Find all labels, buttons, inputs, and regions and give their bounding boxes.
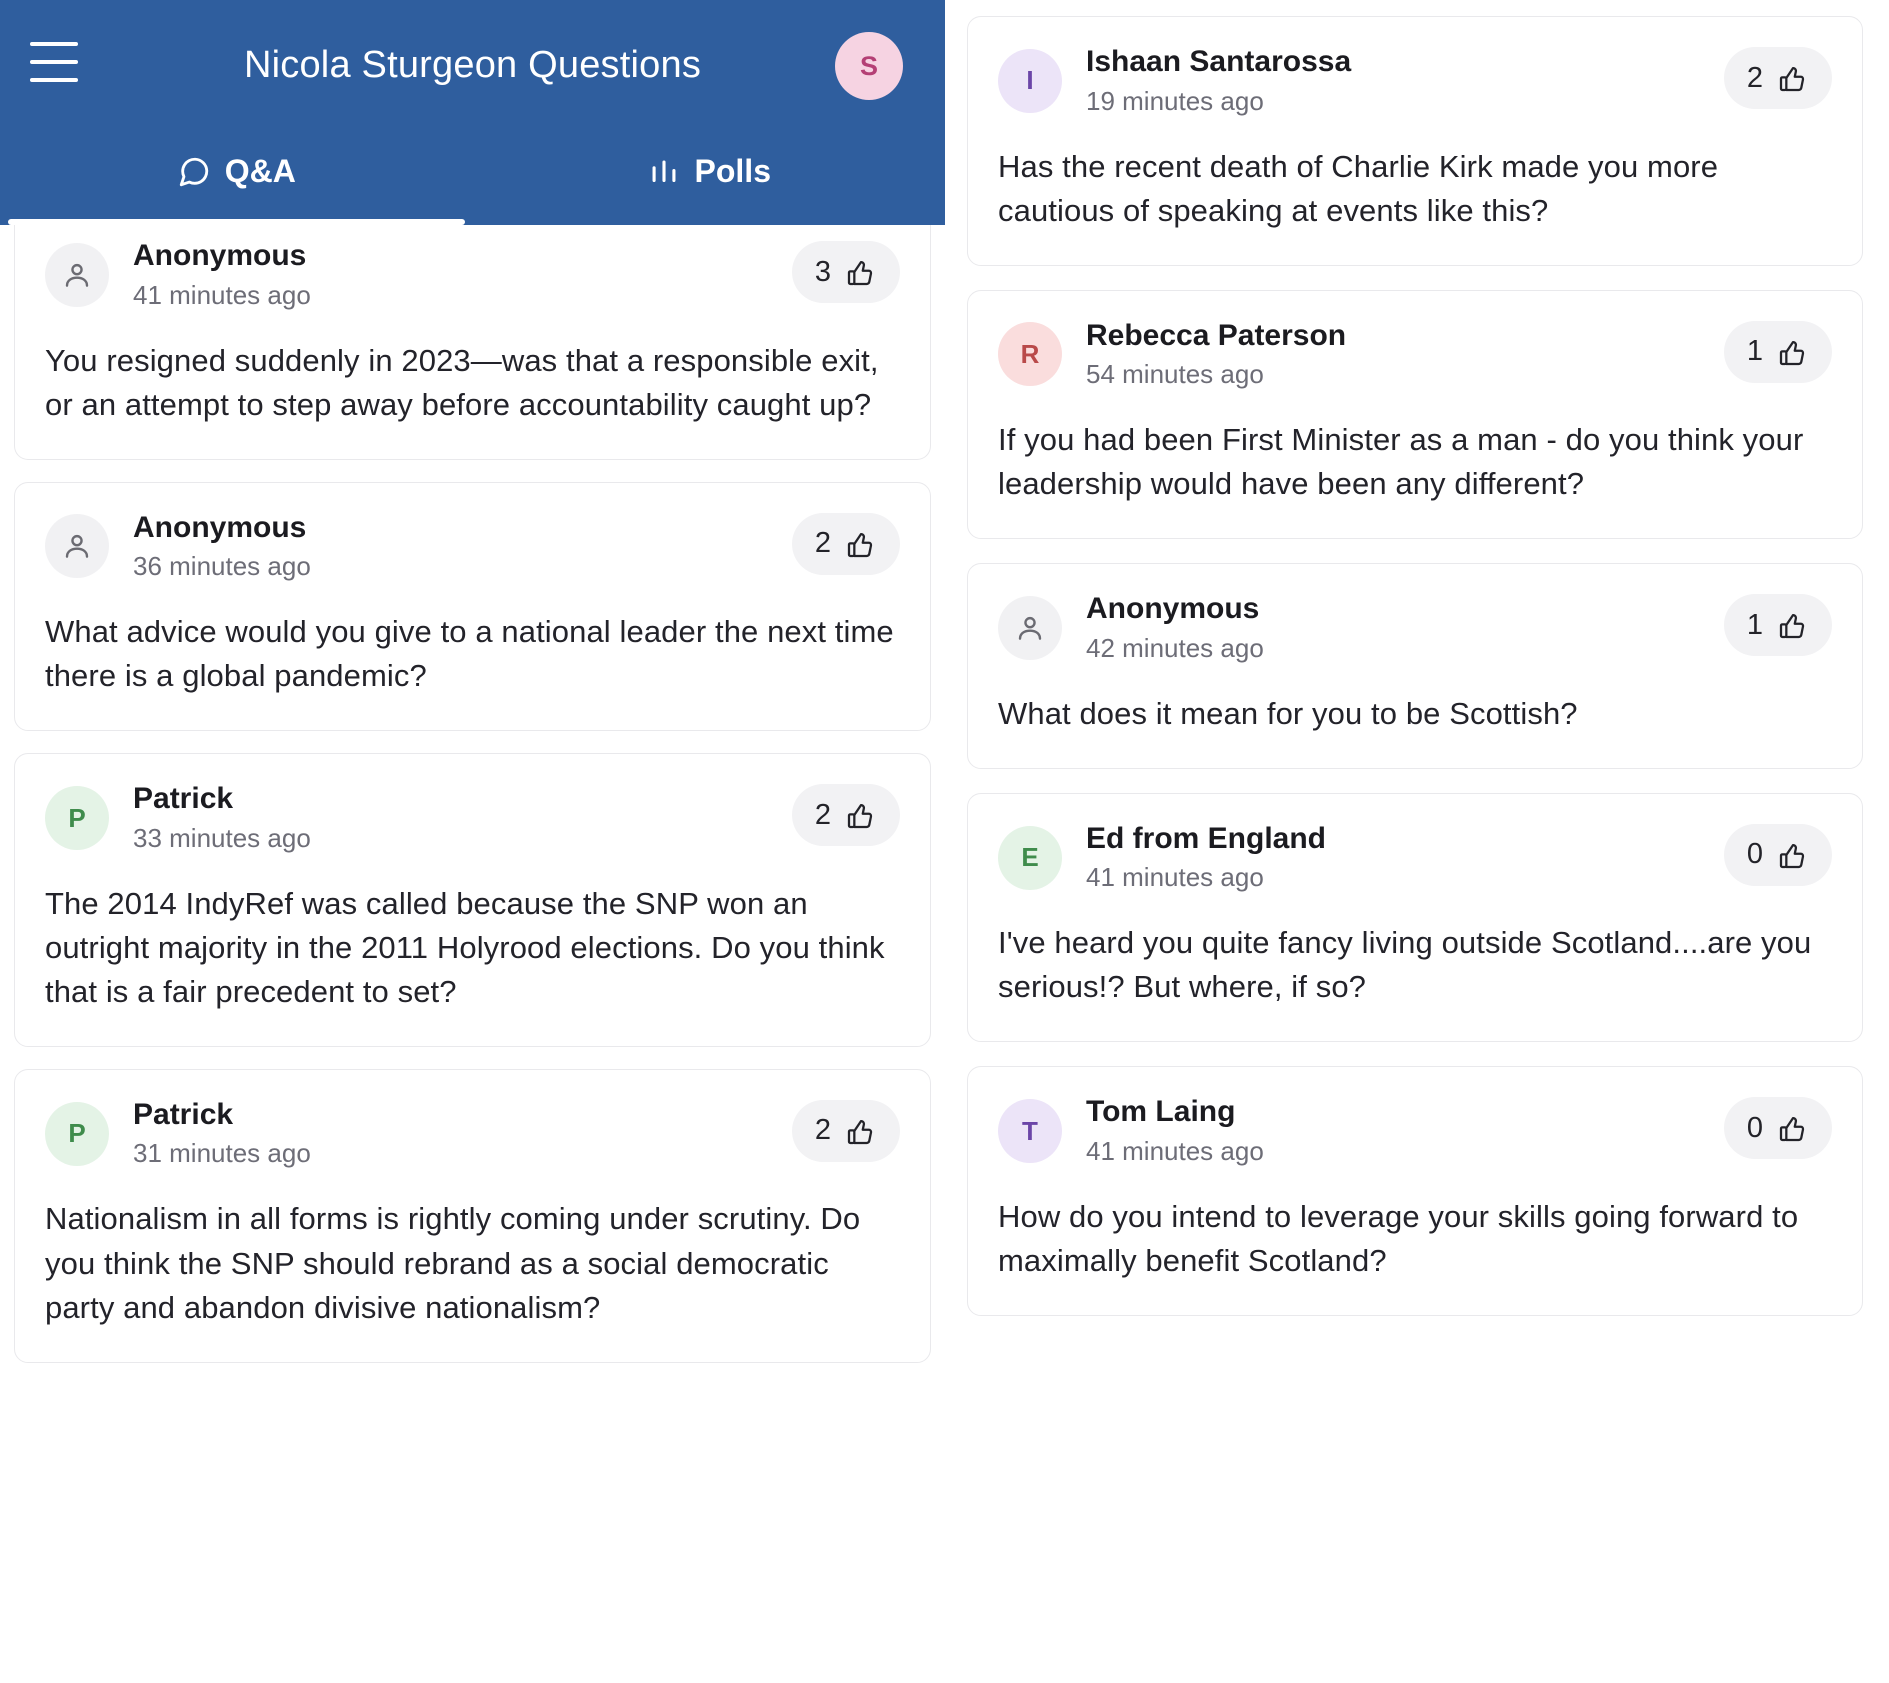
like-count: 3 [814,255,832,288]
question-meta [1086,1093,1264,1169]
question-text: Has the recent death of Charlie Kirk made you more cautious of speaking at events like this? [998,148,1719,228]
avatar-anonymous-icon [45,243,109,307]
question-time: 19 minutes ago [1086,85,1264,116]
question-time: 41 minutes ago [1086,1135,1264,1166]
question-meta [1086,590,1264,666]
avatar-anonymous-icon [998,596,1062,660]
question-author: Ed from England [1086,821,1326,855]
like-button[interactable] [1724,824,1832,886]
question-card[interactable] [14,1069,931,1363]
question-time: 41 minutes ago [1086,862,1264,893]
question-header [998,1093,1832,1169]
question-text: You resigned suddenly in 2023—was that a responsible exit, or an attempt to step away before accountability caught up? [45,342,879,422]
avatar-anonymous-icon [45,514,109,578]
thumbs-up-icon [1777,839,1809,871]
question-time: 31 minutes ago [133,1138,311,1169]
thumbs-up-icon [1777,62,1809,94]
question-author: Ishaan Santarossa [1086,45,1352,78]
hamburger-icon[interactable] [30,42,78,82]
like-button[interactable] [1724,1097,1832,1159]
like-count: 1 [1746,335,1764,368]
question-time: 54 minutes ago [1086,359,1264,390]
question-author: Anonymous [133,510,307,544]
question-meta [133,509,311,585]
question-time: 41 minutes ago [133,279,311,310]
tab-bar [0,130,945,225]
question-time: 36 minutes ago [133,551,311,582]
bar-chart-icon [647,155,681,189]
thumbs-up-icon [845,528,877,560]
question-meta [133,1096,311,1172]
question-text: What does it mean for you to be Scottish? [998,695,1578,731]
question-card[interactable] [967,1066,1863,1316]
like-button[interactable] [792,513,900,575]
avatar: T [998,1099,1062,1163]
question-text: If you had been First Minister as a man - do you think your leadership would have been any different? [998,422,1804,502]
question-card[interactable] [967,16,1863,266]
question-meta [133,780,311,856]
question-author: Patrick [133,1097,234,1131]
thumbs-up-icon [1777,609,1809,641]
thumbs-up-icon [1777,1112,1809,1144]
like-button[interactable] [1724,47,1832,109]
like-button[interactable] [1724,594,1832,656]
question-card[interactable] [14,482,931,732]
chat-bubble-icon [177,155,211,189]
like-count: 0 [1746,1111,1764,1144]
tab-polls[interactable] [473,130,946,225]
question-meta [1086,317,1346,393]
question-header [998,43,1832,119]
like-count: 2 [814,1114,832,1147]
like-button[interactable] [792,784,900,846]
question-card[interactable] [967,290,1863,540]
question-text: How do you intend to leverage your skills going forward to maximally benefit Scotland? [998,1199,1799,1279]
question-header [998,590,1832,666]
question-text: I've heard you quite fancy living outside Scotland....are you serious!? But where, if so? [998,925,1812,1005]
like-count: 2 [1746,61,1764,94]
tab-qa[interactable] [0,130,473,225]
like-count: 1 [1746,608,1764,641]
thumbs-up-icon [1777,336,1809,368]
question-header [45,780,900,856]
thumbs-up-icon [845,256,877,288]
question-author: Tom Laing [1086,1095,1236,1129]
thumbs-up-icon [845,799,877,831]
question-card[interactable] [967,563,1863,769]
avatar: P [45,786,109,850]
avatar: P [45,1102,109,1166]
question-author: Rebecca Paterson [1086,318,1347,352]
avatar: R [998,322,1062,386]
question-author: Anonymous [1086,592,1260,626]
avatar: I [998,49,1062,113]
tab-qa-label: Q&A [224,153,296,189]
like-button[interactable] [1724,321,1832,383]
question-meta [133,237,311,313]
question-list-right[interactable] [945,0,1889,1683]
question-card[interactable] [967,793,1863,1043]
like-count: 2 [814,527,832,560]
question-text: Nationalism in all forms is rightly coming under scrutiny. Do you think the SNP should rebrand as a social democratic party and abandon divisive nationalism? [45,1201,861,1325]
question-time: 42 minutes ago [1086,632,1264,663]
avatar[interactable]: S [835,32,903,100]
question-header [45,509,900,585]
question-header [45,237,900,313]
page-title: Nicola Sturgeon Questions [243,43,702,86]
question-meta [1086,43,1351,119]
question-text: The 2014 IndyRef was called because the SNP won an outright majority in the 2011 Holyrood elections. Do you think that is a fair precedent to set? [45,885,885,1009]
question-header [998,820,1832,896]
question-text: What advice would you give to a national leader the next time there is a global pandemic? [45,614,894,694]
app-header [0,0,945,225]
question-card[interactable] [14,225,931,460]
question-author: Patrick [133,782,234,816]
question-card[interactable] [14,753,931,1047]
question-header [998,317,1832,393]
question-header [45,1096,900,1172]
like-count: 0 [1746,838,1764,871]
like-button[interactable] [792,241,900,303]
question-time: 33 minutes ago [133,822,311,853]
tab-polls-label: Polls [694,153,771,189]
like-count: 2 [814,798,832,831]
avatar: E [998,826,1062,890]
question-meta [1086,820,1326,896]
thumbs-up-icon [845,1115,877,1147]
question-author: Anonymous [133,239,307,272]
question-list-left[interactable] [0,225,945,1683]
like-button[interactable] [792,1100,900,1162]
header-row [0,0,945,130]
